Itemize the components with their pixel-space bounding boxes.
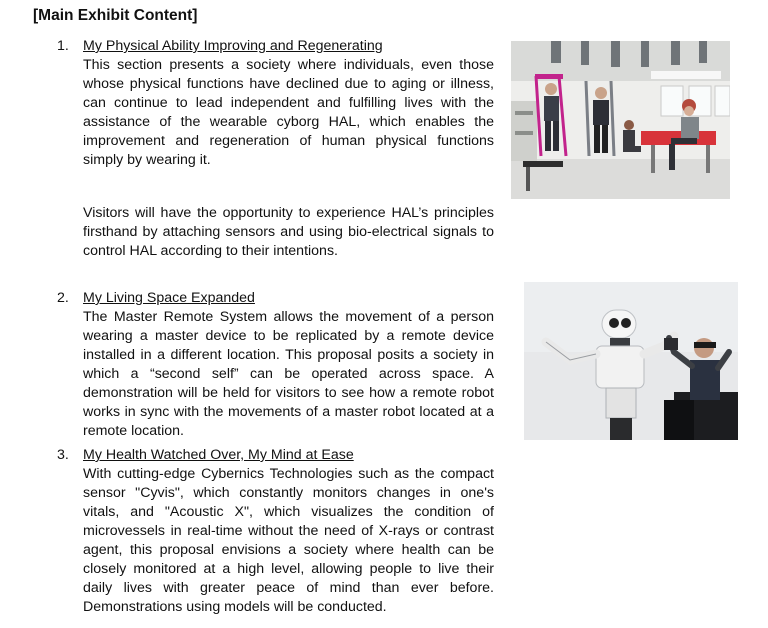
section-3-number: 3.	[57, 447, 69, 463]
section-3-paragraph-1: With cutting-edge Cybernics Technologies such as the compact sensor "Cyvis", which constantly monitors changes in one's vitals, and "Acoustic X", which visualizes the condition of microvessels in real-time without the need of X-rays or contrast agent, this proposal envisions a society where health can be closely monitored at a high level, allowing people to live their daily lives with greater peace of mind than ever before. Demonstrations using models will be conducted.	[83, 466, 494, 615]
section-3-title: My Health Watched Over, My Mind at Ease	[83, 447, 354, 463]
section-2-paragraph-1: The Master Remote System allows the movement of a person wearing a master device to be replicated by a remote device installed in a different location. This proposal posits a society in which a “second self” can be operated across space. A demonstration will be held for visitors to see how a remote robot works in sync with the movements of a master robot located at a remote location.	[83, 309, 494, 439]
exhibit-heading: [Main Exhibit Content]	[33, 7, 198, 24]
section-1-paragraph-2: Visitors will have the opportunity to experience HAL’s principles firsthand by attaching sensors and using bio-electrical signals to control HAL according to their intentions.	[83, 205, 494, 259]
section-1-title: My Physical Ability Improving and Regenerating	[83, 38, 383, 54]
section-1-paragraph-1: This section presents a society where individuals, even those whose physical functions have declined due to aging or illness, can continue to lead independent and fulfilling lives with the assistance of the wearable cyborg HAL, which enables the improvement and regeneration of human physical functions simply by wearing it.	[83, 57, 494, 168]
rehabilitation-room-photo	[511, 41, 730, 199]
section-2-title: My Living Space Expanded	[83, 290, 255, 306]
section-2-number: 2.	[57, 290, 69, 306]
remote-robot-photo	[524, 282, 738, 440]
section-1-number: 1.	[57, 38, 69, 54]
